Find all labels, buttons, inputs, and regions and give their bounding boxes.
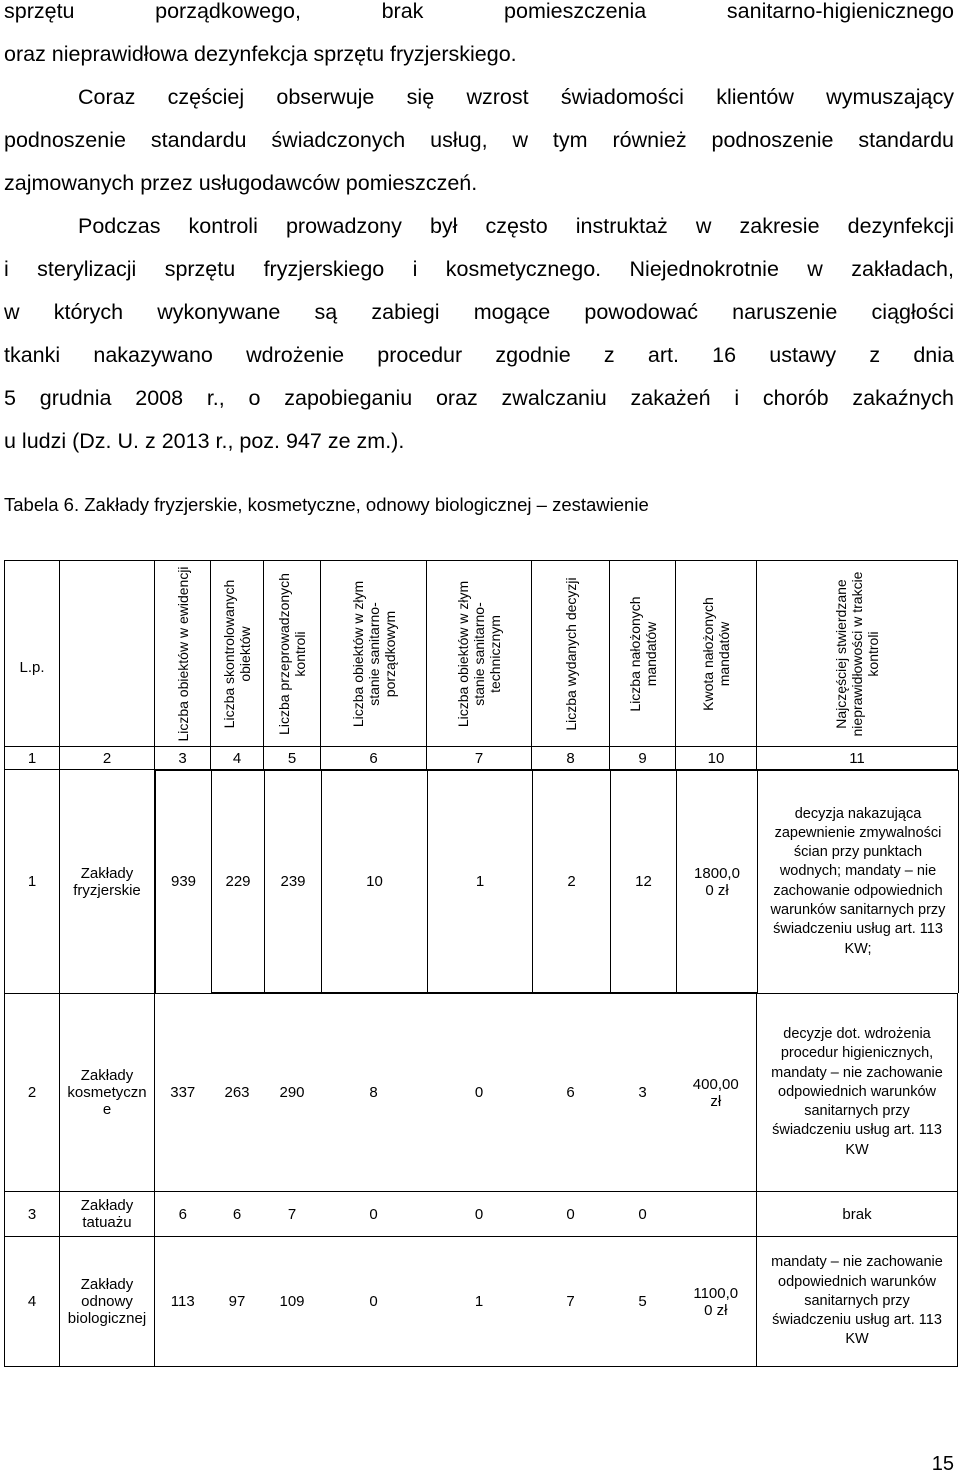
row-value: 12 bbox=[611, 771, 677, 993]
column-number: 6 bbox=[321, 747, 427, 770]
row-value: 939 bbox=[156, 771, 212, 993]
row-lp: 1 bbox=[5, 770, 60, 994]
row-issues: decyzje dot. wdrożenia procedur higienicznych, mandaty – nie zachowanie odpowiednich warunków sanitarnych przy świadczeniu usług art. 113 KW bbox=[757, 994, 958, 1192]
row-lp: 4 bbox=[5, 1237, 60, 1367]
text-line: Coraz częściej obserwuje się wzrost świadomości klientów wymuszający bbox=[78, 85, 954, 109]
table-row bbox=[5, 1237, 958, 1367]
text-line: tkanki nakazywano wdrożenie procedur zgodnie z art. 16 ustawy z dnia bbox=[4, 343, 954, 367]
row-value: 2 bbox=[533, 771, 611, 993]
column-number: 4 bbox=[211, 747, 264, 770]
text-line: sprzętu porządkowego, brak pomieszczenia sanitarno-higienicznego bbox=[4, 0, 954, 23]
row-value: 337 bbox=[155, 994, 211, 1192]
header-inspections: Liczba przeprowadzonych kontroli bbox=[264, 561, 321, 747]
row-value: 6 bbox=[211, 1192, 264, 1237]
text-line: podnoszenie standardu świadczonych usług, w tym również podnoszenie standardu bbox=[4, 128, 954, 152]
row-lp: 2 bbox=[5, 994, 60, 1192]
row-name: Zakłady tatuażu bbox=[60, 1192, 155, 1237]
header-decisions: Liczba wydanych decyzji bbox=[532, 561, 610, 747]
column-number: 11 bbox=[757, 747, 958, 770]
text-line: w których wykonywane są zabiegi mogące powodować naruszenie ciągłości bbox=[4, 300, 954, 324]
row-value: 229 bbox=[212, 771, 265, 993]
row-value: 0 bbox=[427, 1192, 532, 1237]
column-number: 5 bbox=[264, 747, 321, 770]
text-line: Podczas kontroli prowadzony był często instruktaż w zakresie dezynfekcji bbox=[78, 214, 954, 238]
row-value: 239 bbox=[265, 771, 322, 993]
row-amount bbox=[676, 1192, 757, 1237]
row-value: 3 bbox=[610, 994, 676, 1192]
column-number: 3 bbox=[155, 747, 211, 770]
column-number: 1 bbox=[5, 747, 60, 770]
row-value: 1 bbox=[428, 771, 533, 993]
header-inspected: Liczba skontrolowanych obiektów bbox=[211, 561, 264, 747]
row-value: 97 bbox=[211, 1237, 264, 1367]
paragraph-instruction bbox=[4, 205, 954, 463]
row-name: Zakłady odnowy biologicznej bbox=[60, 1237, 155, 1367]
column-number: 7 bbox=[427, 747, 532, 770]
header-issues: Najczęściej stwierdzane nieprawidłowości w trakcie kontroli bbox=[757, 561, 958, 747]
row-value: 5 bbox=[610, 1237, 676, 1367]
row-value: 0 bbox=[321, 1237, 427, 1367]
row-amount: 1100,0 0 zł bbox=[676, 1237, 757, 1367]
row-issues: mandaty – nie zachowanie odpowiednich warunków sanitarnych przy świadczeniu usług art. 113 KW bbox=[757, 1237, 958, 1367]
row-value: 290 bbox=[264, 994, 321, 1192]
column-number: 8 bbox=[532, 747, 610, 770]
facilities-table bbox=[4, 560, 958, 1367]
row-value: 0 bbox=[532, 1192, 610, 1237]
row-value: 0 bbox=[321, 1192, 427, 1237]
table-header-row bbox=[5, 561, 958, 747]
text-line: i sterylizacji sprzętu fryzjerskiego i kosmetycznego. Niejednokrotnie w zakładach, bbox=[4, 257, 954, 281]
row-name: Zakłady kosmetyczn e bbox=[60, 994, 155, 1192]
header-fines-count: Liczba nałożonych mandatów bbox=[610, 561, 676, 747]
paragraph-awareness bbox=[4, 76, 954, 205]
text-line: oraz nieprawidłowa dezynfekcja sprzętu fryzjerskiego. bbox=[4, 42, 517, 66]
table-caption: Tabela 6. Zakłady fryzjerskie, kosmetyczne, odnowy biologicznej – zestawienie bbox=[4, 494, 649, 515]
header-registered: Liczba obiektów w ewidencji bbox=[155, 561, 211, 747]
row-value: 109 bbox=[264, 1237, 321, 1367]
intro-paragraph bbox=[4, 0, 954, 76]
row-issues: brak bbox=[757, 1192, 958, 1237]
column-number: 2 bbox=[60, 747, 155, 770]
header-bad-sanitary-technical: Liczba obiektów w złym stanie sanitarno-technicznym bbox=[427, 561, 532, 747]
column-number: 9 bbox=[610, 747, 676, 770]
text-line: zajmowanych przez usługodawców pomieszczeń. bbox=[4, 171, 478, 195]
row-value: 7 bbox=[264, 1192, 321, 1237]
page-number: 15 bbox=[931, 1453, 954, 1475]
row-value: 0 bbox=[610, 1192, 676, 1237]
row-value: 10 bbox=[322, 771, 428, 993]
header-lp: L.p. bbox=[5, 561, 60, 747]
text-line: 5 grudnia 2008 r., o zapobieganiu oraz zwalczaniu zakażeń i chorób zakaźnych bbox=[4, 386, 954, 410]
row-value: 8 bbox=[321, 994, 427, 1192]
row-value: 263 bbox=[211, 994, 264, 1192]
row-value: 1 bbox=[427, 1237, 532, 1367]
header-fines-amount: Kwota nałożonych mandatów bbox=[676, 561, 757, 747]
table-row bbox=[5, 994, 958, 1192]
row-value: 0 bbox=[427, 994, 532, 1192]
text-line: u ludzi (Dz. U. z 2013 r., poz. 947 ze zm.). bbox=[4, 429, 405, 453]
column-number: 10 bbox=[676, 747, 757, 770]
row-value: 6 bbox=[532, 994, 610, 1192]
row-value: 6 bbox=[155, 1192, 211, 1237]
header-name bbox=[60, 561, 155, 747]
row-amount: 1800,0 0 zł bbox=[677, 771, 758, 993]
table-row bbox=[5, 1192, 958, 1237]
row-issues: decyzja nakazująca zapewnienie zmywalności ścian przy punktach wodnych; mandaty – nie zachowanie odpowiednich warunków sanitarnych przy świadczeniu usług art. 113 KW; bbox=[758, 771, 959, 993]
header-bad-sanitary-order: Liczba obiektów w złym stanie sanitarno-porządkowym bbox=[321, 561, 427, 747]
table-row bbox=[5, 770, 958, 994]
column-number-row bbox=[5, 747, 958, 770]
row-amount: 400,00 zł bbox=[676, 994, 757, 1192]
row-name: Zakłady fryzjerskie bbox=[60, 770, 155, 994]
row-value: 113 bbox=[155, 1237, 211, 1367]
row-value: 7 bbox=[532, 1237, 610, 1367]
row-lp: 3 bbox=[5, 1192, 60, 1237]
